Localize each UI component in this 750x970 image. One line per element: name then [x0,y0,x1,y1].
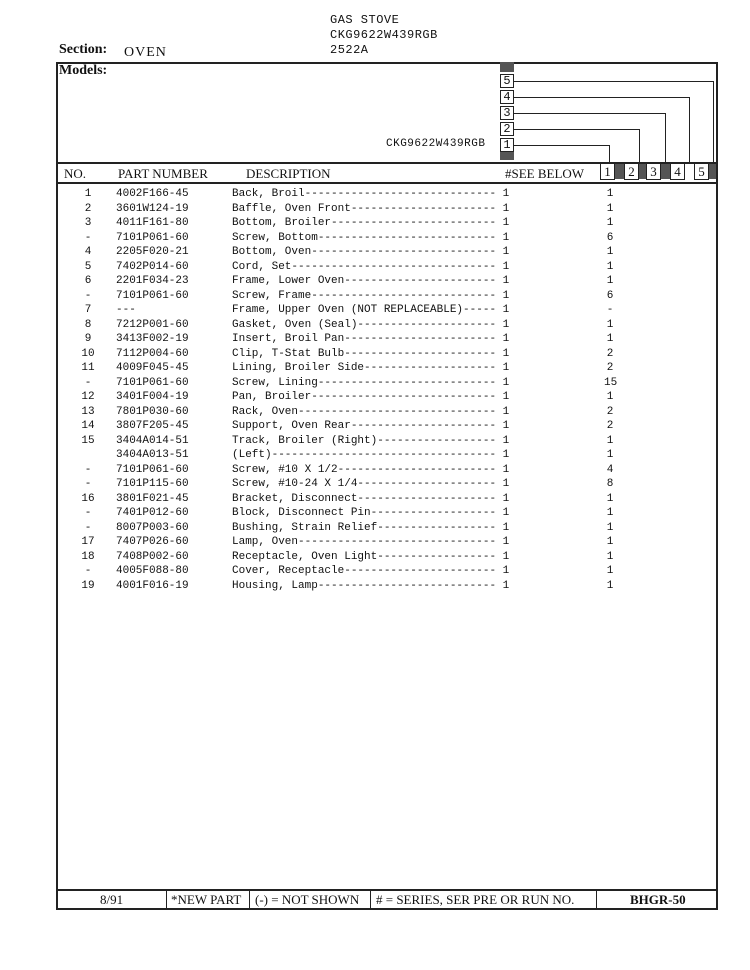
part-description: Track, Broiler (Right)------------------ 1 [232,434,510,447]
series-quantity: 1 [606,391,614,403]
series-quantity: 1 [606,536,614,548]
part-description: Block, Disconnect Pin------------------- 1 [232,507,510,519]
row-number: - [84,565,92,577]
series-quantity: 1 [606,333,614,345]
part-description: Screw, Lining--------------------------- 1 [232,376,510,389]
footer-date: 8/91 [100,892,124,907]
doc-code: 2522A [330,43,369,57]
bracket-line [514,97,690,98]
part-description: Screw, #10-24 X 1/4--------------------- 1 [232,478,510,490]
series-quantity: 2 [606,347,614,360]
series-quantity: 1 [606,449,614,461]
col-header-series: 4 [670,163,685,180]
series-quantity: 2 [606,420,614,432]
row-number: 6 [84,275,92,287]
table-row [0,535,750,550]
row-number: 12 [81,391,95,403]
table-row [0,506,750,521]
model-number: CKG9622W439RGB [330,28,438,42]
bracket-line [514,113,666,114]
series-quantity: 1 [606,492,614,505]
table-row [0,448,750,463]
part-description: (Left)---------------------------------- 1 [232,449,510,461]
footer-new-part: *NEW PART [171,892,242,907]
col-header-no: NO. [64,166,87,181]
row-number: 11 [81,362,95,374]
part-description: Bushing, Strain Relief------------------ 1 [232,521,510,534]
header-bottom-rule [56,182,718,184]
part-number: 3413F002-19 [116,333,189,345]
part-description: Bottom, Oven---------------------------- 1 [232,246,510,258]
table-row [0,579,750,594]
part-number: 7101P115-60 [116,478,189,490]
table-row [0,477,750,492]
col-header-see-below: #SEE BELOW [505,166,585,181]
part-number: 3601W124-19 [116,202,189,215]
part-number: 2205F020-21 [116,246,189,258]
table-row [0,231,750,246]
row-number: 10 [81,347,95,360]
series-quantity: 6 [606,289,614,302]
part-number: 7212P001-60 [116,318,189,331]
bracket-line [514,145,610,146]
row-number: - [84,231,92,244]
doc-type: GAS STOVE [330,13,400,27]
footer-not-shown: (-) = NOT SHOWN [255,892,360,907]
series-quantity: 1 [606,318,614,331]
bracket-line [665,113,666,163]
bracket-line [609,145,610,163]
series-quantity: 2 [606,405,614,418]
part-number: 4009F045-45 [116,362,189,374]
part-number: 7101P061-60 [116,463,189,476]
series-box: 1 [500,138,514,152]
part-description: Baffle, Oven Front---------------------- 1 [232,202,510,215]
bracket-line [639,129,640,163]
footer-code: BHGR-50 [630,892,686,907]
part-number: --- [116,304,136,316]
series-quantity: 1 [606,579,614,592]
row-number: - [84,376,92,389]
series-quantity: 4 [606,463,614,476]
table-row [0,245,750,260]
part-description: Clip, T-Stat Bulb----------------------- 1 [232,347,510,360]
section-label: Section: [59,42,108,57]
row-number: 19 [81,579,95,592]
footer-divider [370,890,371,910]
series-quantity: 8 [606,478,614,490]
series-quantity: 2 [606,362,614,374]
part-number: 4005F088-80 [116,565,189,577]
table-row [0,550,750,565]
row-number: 16 [81,492,95,505]
part-number: 7801P030-60 [116,405,189,418]
row-number: 17 [81,536,95,548]
table-row [0,419,750,434]
row-number: - [84,478,92,490]
series-box: 2 [500,122,514,136]
footer-divider [166,890,167,910]
part-number: 7401P012-60 [116,507,189,519]
series-quantity: 1 [606,434,614,447]
row-number: 15 [81,434,95,447]
part-description: Bracket, Disconnect--------------------- 1 [232,492,510,505]
scan-speck [709,164,716,179]
series-quantity: 1 [606,550,614,563]
part-description: Gasket, Oven (Seal)--------------------- 1 [232,318,510,331]
bracket-line [514,81,714,82]
part-number: 4011F161-80 [116,217,189,229]
part-number: 2201F034-23 [116,275,189,287]
table-row [0,216,750,231]
series-quantity: 1 [606,246,614,258]
series-box: 4 [500,90,514,104]
footer [56,890,718,910]
row-number: - [84,507,92,519]
table-row [0,260,750,275]
table-row [0,492,750,507]
part-description: Support, Oven Rear---------------------- 1 [232,420,510,432]
table-row [0,303,750,318]
table-row [0,564,750,579]
row-number: - [84,289,92,302]
col-header-description: DESCRIPTION [246,166,331,181]
part-description: Housing, Lamp--------------------------- 1 [232,579,510,592]
part-number: 3401F004-19 [116,391,189,403]
table-row [0,376,750,391]
bracket-line [514,129,640,130]
part-number: 3404A013-51 [116,449,189,461]
footer-divider [596,890,597,910]
col-header-series: 2 [624,163,639,180]
row-number: 8 [84,318,92,331]
scan-speck [639,164,646,179]
series-quantity: - [606,304,614,316]
row-number: 18 [81,550,95,563]
row-number: 7 [84,304,92,316]
series-quantity: 1 [606,275,614,287]
table-row [0,405,750,420]
footer-series-note: # = SERIES, SER PRE OR RUN NO. [376,892,575,907]
table-row [0,202,750,217]
row-number: 14 [81,420,95,432]
part-number: 7101P061-60 [116,289,189,302]
part-description: Cover, Receptacle----------------------- 1 [232,565,510,577]
row-number: 1 [84,188,92,200]
part-description: Bottom, Broiler------------------------- 1 [232,217,510,229]
row-number: - [84,521,92,534]
part-number: 7112P004-60 [116,347,189,360]
part-description: Lamp, Oven------------------------------ 1 [232,536,510,548]
part-number: 7402P014-60 [116,260,189,273]
part-description: Receptacle, Oven Light------------------ 1 [232,550,510,563]
table-row [0,390,750,405]
bracket-line [689,97,690,163]
scan-speck [500,152,514,160]
part-number: 4002F166-45 [116,188,189,200]
part-number: 3404A014-51 [116,434,189,447]
series-quantity: 1 [606,260,614,273]
part-description: Rack, Oven------------------------------ 1 [232,405,510,418]
part-description: Frame, Upper Oven (NOT REPLACEABLE)----- 1 [232,304,510,316]
table-row [0,274,750,289]
series-quantity: 1 [606,565,614,577]
series-quantity: 1 [606,217,614,229]
series-quantity: 1 [606,521,614,534]
part-description: Screw, Bottom--------------------------- 1 [232,231,510,244]
model-tag: CKG9622W439RGB [386,138,486,150]
part-description: Pan, Broiler---------------------------- 1 [232,391,510,403]
row-number: 2 [84,202,92,215]
scan-speck [615,164,624,179]
part-description: Back, Broil----------------------------- 1 [232,188,510,200]
part-description: Insert, Broil Pan----------------------- 1 [232,333,510,345]
part-description: Cord, Set------------------------------- 1 [232,260,510,273]
table-row [0,289,750,304]
col-header-series: 5 [694,163,709,180]
part-number: 3807F205-45 [116,420,189,432]
series-quantity: 1 [606,188,614,200]
row-number: 13 [81,405,95,418]
bracket-line [713,81,714,163]
part-description: Screw, Frame---------------------------- 1 [232,289,510,302]
row-number: - [84,463,92,476]
table-row [0,361,750,376]
series-quantity: 1 [606,507,614,519]
row-number: 9 [84,333,92,345]
series-quantity: 6 [606,231,614,244]
series-box: 3 [500,106,514,120]
table-row [0,521,750,536]
table-row [0,347,750,362]
series-quantity: 15 [604,376,618,389]
part-number: 3801F021-45 [116,492,189,505]
col-header-part-number: PART NUMBER [118,166,208,181]
table-row [0,332,750,347]
part-number: 7408P002-60 [116,550,189,563]
models-label: Models: [59,63,108,78]
row-number: 4 [84,246,92,258]
table-row [0,187,750,202]
table-row [0,463,750,478]
part-number: 7407P026-60 [116,536,189,548]
footer-divider [249,890,250,910]
part-number: 8007P003-60 [116,521,189,534]
part-number: 4001F016-19 [116,579,189,592]
table-row [0,318,750,333]
col-header-series: 3 [646,163,661,180]
part-description: Lining, Broiler Side-------------------- 1 [232,362,510,374]
part-number: 7101P061-60 [116,376,189,389]
table-row [0,434,750,449]
part-description: Screw, #10 X 1/2------------------------ 1 [232,463,510,476]
series-box: 5 [500,74,514,88]
series-quantity: 1 [606,202,614,215]
part-number: 7101P061-60 [116,231,189,244]
scan-speck [661,164,670,179]
row-number: 3 [84,217,92,229]
part-description: Frame, Lower Oven----------------------- 1 [232,275,510,287]
row-number: 5 [84,260,92,273]
scan-speck [500,62,514,72]
col-header-series: 1 [600,163,615,180]
section-value: OVEN [124,45,167,60]
